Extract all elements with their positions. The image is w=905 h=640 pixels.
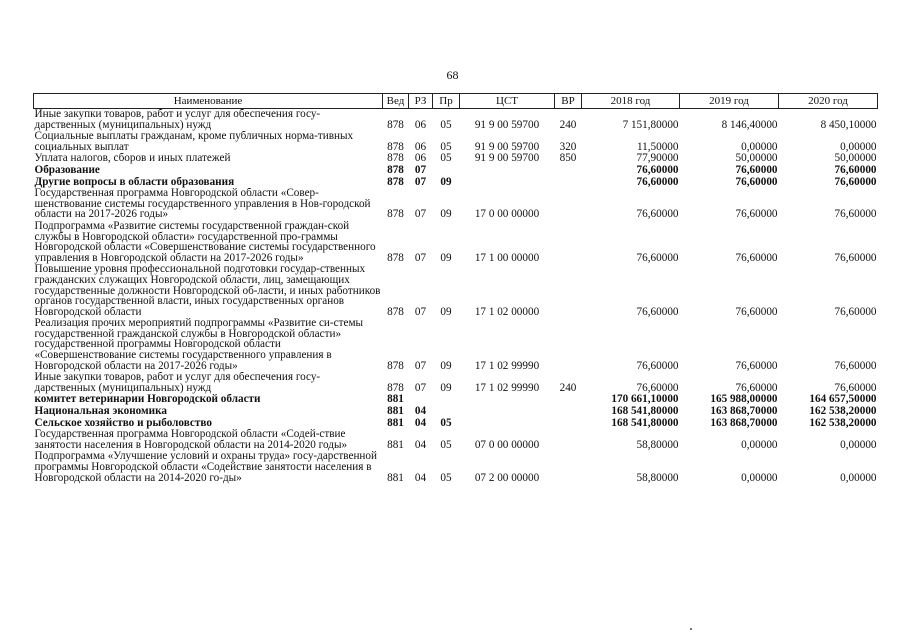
row-vr: 320 xyxy=(559,140,577,153)
row-cst xyxy=(460,394,555,406)
row-name: Другие вопросы в области образования xyxy=(34,176,235,188)
row-ved: 878 xyxy=(387,251,404,264)
row-vr: 240 xyxy=(559,381,577,394)
row-amount-2020: 76,60000 xyxy=(834,305,877,318)
row-rz: 04 xyxy=(414,438,427,451)
row-amount-2018: 11,50000 xyxy=(636,140,679,153)
row-amount-2018: 168 541,80000 xyxy=(611,417,679,429)
header-2019: 2019 год xyxy=(680,94,779,109)
row-amount-2019: 50,00000 xyxy=(735,153,778,165)
table-row xyxy=(34,188,878,221)
row-rz: 06 xyxy=(414,153,427,165)
row-rz: 06 xyxy=(414,140,427,153)
row-vr xyxy=(555,221,582,264)
row-name: Иные закупки товаров, работ и услуг для обеспечения госу-дарственных (муниципальных) нужд xyxy=(34,372,321,394)
row-vr xyxy=(555,451,582,484)
row-rz: 07 xyxy=(414,164,427,176)
row-pr: 09 xyxy=(440,208,452,221)
row-amount-2018: 76,60000 xyxy=(636,359,679,372)
row-amount-2019: 0,00000 xyxy=(741,140,778,153)
row-name: Государственная программа Новгородской области «Содей-ствие занятости населения в Новгородской области на 2014-2020 годы» xyxy=(34,429,348,451)
row-rz xyxy=(409,394,433,406)
row-vr: 240 xyxy=(559,118,577,131)
row-amount-2018: 76,60000 xyxy=(636,208,679,221)
row-name: комитет ветеринарии Новгородской области xyxy=(34,394,261,406)
row-cst: 17 1 02 00000 xyxy=(474,305,540,318)
row-vr xyxy=(555,188,582,221)
row-amount-2020: 50,00000 xyxy=(834,153,877,165)
row-amount-2018: 170 661,10000 xyxy=(611,394,679,406)
row-vr xyxy=(555,418,582,430)
row-pr: 05 xyxy=(440,118,452,131)
row-cst xyxy=(460,165,555,177)
header-cst: ЦСТ xyxy=(460,94,555,109)
row-amount-2019: 76,60000 xyxy=(735,208,778,221)
row-ved: 878 xyxy=(387,153,404,165)
row-ved: 878 xyxy=(387,359,404,372)
row-name: Образование xyxy=(34,164,100,176)
row-amount-2019: 0,00000 xyxy=(741,471,778,484)
row-rz: 07 xyxy=(414,381,427,394)
row-amount-2019: 76,60000 xyxy=(735,251,778,264)
row-rz: 07 xyxy=(414,305,427,318)
row-pr: 05 xyxy=(440,417,452,429)
row-ved: 878 xyxy=(387,208,404,221)
row-pr: 09 xyxy=(440,176,452,188)
row-vr xyxy=(555,318,582,372)
row-rz: 06 xyxy=(414,118,427,131)
table-row xyxy=(34,153,878,165)
row-amount-2020: 76,60000 xyxy=(834,381,877,394)
table-row xyxy=(34,131,878,153)
table-row xyxy=(34,394,878,406)
row-ved: 878 xyxy=(387,381,404,394)
row-cst: 07 0 00 00000 xyxy=(474,438,540,451)
row-cst: 17 0 00 00000 xyxy=(474,208,540,221)
table-row xyxy=(34,418,878,430)
row-amount-2020: 76,60000 xyxy=(834,208,877,221)
row-cst: 07 2 00 00000 xyxy=(474,471,540,484)
row-amount-2018: 77,90000 xyxy=(636,153,679,165)
row-amount-2018: 58,80000 xyxy=(636,438,679,451)
table-row xyxy=(34,165,878,177)
table-body xyxy=(34,109,878,485)
row-name: Иные закупки товаров, работ и услуг для обеспечения госу-дарственных (муниципальных) нужд xyxy=(34,108,321,131)
row-name: Социальные выплаты гражданам, кроме публичных норма-тивных социальных выплат xyxy=(34,131,354,153)
row-rz: 04 xyxy=(414,417,427,429)
row-name: Уплата налогов, сборов и иных платежей xyxy=(34,153,231,165)
row-amount-2018: 76,60000 xyxy=(636,164,679,176)
row-pr: 05 xyxy=(440,153,452,165)
row-amount-2020: 0,00000 xyxy=(840,140,877,153)
row-amount-2020: 76,60000 xyxy=(834,359,877,372)
table-row xyxy=(34,406,878,418)
row-cst: 91 9 00 59700 xyxy=(474,118,540,131)
table-row xyxy=(34,318,878,372)
row-ved: 881 xyxy=(387,438,404,451)
row-pr: 05 xyxy=(440,471,452,484)
row-ved: 878 xyxy=(387,140,404,153)
row-vr xyxy=(555,177,582,189)
row-ved: 878 xyxy=(387,176,404,188)
header-2020: 2020 год xyxy=(779,94,878,109)
row-rz: 07 xyxy=(414,251,427,264)
header-vr: ВР xyxy=(555,94,582,109)
table-row xyxy=(34,264,878,318)
row-vr: 850 xyxy=(559,153,577,165)
page-number: 68 xyxy=(446,68,459,82)
row-rz: 04 xyxy=(414,471,427,484)
row-amount-2018: 76,60000 xyxy=(636,176,679,188)
table-row xyxy=(34,109,878,132)
row-rz: 04 xyxy=(414,406,427,418)
row-ved: 878 xyxy=(387,118,404,131)
row-ved: 881 xyxy=(387,417,404,429)
row-ved: 878 xyxy=(387,305,404,318)
row-pr: 09 xyxy=(440,381,452,394)
row-amount-2020: 8 450,10000 xyxy=(820,118,877,131)
row-amount-2019: 76,60000 xyxy=(735,359,778,372)
row-name: Реализация прочих мероприятий подпрограммы «Развитие си-стемы государственной гражданской службы в Новгородской области» государственной программы Новгородской области «Совершенствование системы государственного управления в Новгородской области на 2017-2026 годы» xyxy=(34,318,364,372)
row-cst xyxy=(460,418,555,430)
row-ved: 881 xyxy=(387,406,404,418)
row-ved: 881 xyxy=(387,394,404,406)
row-vr xyxy=(555,165,582,177)
row-pr: 05 xyxy=(440,438,452,451)
header-rz: РЗ xyxy=(409,94,433,109)
row-cst: 17 1 02 99990 xyxy=(474,359,540,372)
row-ved: 878 xyxy=(387,164,404,176)
table-row xyxy=(34,451,878,484)
row-amount-2019: 163 868,70000 xyxy=(710,406,778,418)
row-rz: 07 xyxy=(414,176,427,188)
row-name: Национальная экономика xyxy=(34,406,167,418)
row-name: Государственная программа Новгородской области «Совер-шенствование системы государственного управления в Нов-городской области на 2017-2026 годы» xyxy=(34,188,371,221)
row-vr xyxy=(555,394,582,406)
row-vr xyxy=(555,406,582,418)
row-ved: 881 xyxy=(387,471,404,484)
row-amount-2019: 8 146,40000 xyxy=(721,118,778,131)
row-amount-2019: 76,60000 xyxy=(735,381,778,394)
row-pr: 09 xyxy=(440,305,452,318)
row-name: Подпрограмма «Развитие системы государственной граждан-ской службы в Новгородской области» государственной про-граммы Новгородской области «Совершенствование системы государственного управления в Новгородской области на 2017-2026 годы» xyxy=(34,220,376,264)
row-amount-2020: 0,00000 xyxy=(840,438,877,451)
row-vr xyxy=(555,264,582,318)
row-amount-2020: 76,60000 xyxy=(834,251,877,264)
row-amount-2018: 58,80000 xyxy=(636,471,679,484)
table-header-row xyxy=(34,94,878,109)
header-name: Наименование xyxy=(34,94,383,109)
row-amount-2020: 76,60000 xyxy=(834,164,877,176)
row-amount-2020: 162 538,20000 xyxy=(809,406,877,418)
table-row xyxy=(34,372,878,394)
table-row xyxy=(34,177,878,189)
row-amount-2019: 76,60000 xyxy=(735,176,778,188)
row-amount-2019: 163 868,70000 xyxy=(710,417,778,429)
row-pr: 09 xyxy=(440,251,452,264)
row-pr: 05 xyxy=(440,140,452,153)
row-amount-2018: 7 151,80000 xyxy=(622,118,679,131)
row-rz: 07 xyxy=(414,359,427,372)
row-amount-2019: 76,60000 xyxy=(735,305,778,318)
row-amount-2020: 164 657,50000 xyxy=(809,394,877,406)
row-vr xyxy=(555,429,582,451)
row-amount-2020: 0,00000 xyxy=(840,471,877,484)
header-pr: Пр xyxy=(433,94,460,109)
table-row xyxy=(34,221,878,264)
row-amount-2018: 76,60000 xyxy=(636,381,679,394)
row-cst: 91 9 00 59700 xyxy=(474,153,540,165)
row-cst: 17 1 00 00000 xyxy=(474,251,540,264)
row-amount-2020: 162 538,20000 xyxy=(809,417,877,429)
row-cst: 91 9 00 59700 xyxy=(474,140,540,153)
header-ved: Вед xyxy=(383,94,409,109)
row-name: Сельское хозяйство и рыболовство xyxy=(34,417,212,429)
row-amount-2018: 76,60000 xyxy=(636,251,679,264)
row-pr xyxy=(433,394,460,406)
row-pr xyxy=(433,406,460,418)
row-amount-2019: 76,60000 xyxy=(735,164,778,176)
row-cst: 17 1 02 99990 xyxy=(474,381,540,394)
row-name: Подпрограмма «Улучшение условий и охраны труда» госу-дарственной программы Новгородской области «Содействие занятости населения в Новгородской области на 2014-2020 го-ды» xyxy=(34,451,377,484)
row-pr xyxy=(433,165,460,177)
row-amount-2020: 76,60000 xyxy=(834,176,877,188)
row-amount-2019: 165 988,00000 xyxy=(710,394,778,406)
table-row xyxy=(34,429,878,451)
row-amount-2018: 168 541,80000 xyxy=(611,406,679,418)
row-rz: 07 xyxy=(414,208,427,221)
row-amount-2019: 0,00000 xyxy=(741,438,778,451)
header-2018: 2018 год xyxy=(582,94,680,109)
row-amount-2018: 76,60000 xyxy=(636,305,679,318)
row-pr: 09 xyxy=(440,359,452,372)
row-name: Повышение уровня профессиональной подготовки государ-ственных гражданских служащих Новгородской области, лиц, замещающих государственные должности Новгородской об-ласти, и иных работников органов государственной власти, иных государственных органов Новгородской области xyxy=(34,264,381,318)
budget-table xyxy=(33,93,878,484)
row-cst xyxy=(460,177,555,189)
scan-speck xyxy=(690,628,692,630)
row-cst xyxy=(460,406,555,418)
